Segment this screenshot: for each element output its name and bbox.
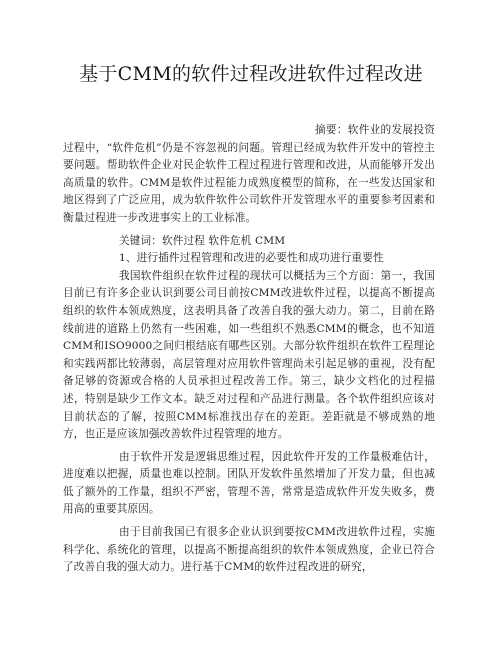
document-title: 基于CMM的软件过程改进软件过程改进: [79, 63, 423, 85]
body-paragraph: 由于软件开发是逻辑思维过程，因此软件开发的工作量极难估计，进度难以把握，质量也难以控制。团队开发软件虽然增加了开发力量，但也减低了额外的工作量，组织不严密，管理不善，常常是造成软件开发失败多，费用高的重要其原因。: [63, 450, 435, 516]
keywords-line: 关键词：软件过程 软件危机 CMM: [119, 234, 286, 247]
body-paragraph: 我国软件组织在软件过程的现状可以概括为三个方面：第一，我国目前已有许多企业认识到要公司目前按CMM改进软件过程，以提高不断提高组织的软件本领成熟度，这表明具备了改善自我的强大动力。第二，目前在路线前进的道路上仍然有一些困难，如一些组织不熟悉CMM的概念，也不知道CMM和ISO9000之间归根结底有哪些区别。大部分软件组织在软件工程理论和实践两都比较薄弱，高层管理对应用软件管理尚未引起足够的重视，没有配备足够的资源或合格的人员承担过程改善工作。第三，缺少文档化的过程描述，特别是缺少工作文本。缺乏对过程和产品进行测量。各个软件组织应该对目前状态的了解，按照CMM标准找出存在的差距。差距就是不够成熟的地方，也正是应该加强改善软件过程管理的地方。: [63, 269, 435, 441]
body-paragraph: 由于目前我国已有很多企业认识到要按CMM改进软件过程，实施科学化、系统化的管理，以提高不断提高组织的软件本领成熟度，企业已符合了改善自我的强大动力。进行基于CMM的软件过程改进的研究，: [63, 526, 435, 574]
abstract-paragraph: 摘要：软件业的发展投资过程中，“软件危机”仍是不容忽视的问题。管理已经成为软件开发中的管控主要问题。帮助软件企业对民企软件工程过程进行管理和改进，从而能够开发出高质量的软件。CMM是软件过程能力成熟度模型的简称，在一些发达国家和地区得到了广泛应用，成为软件软件公司软件开发管理水平的重要参考因素和衡量过程进一步改进事实上的工业标准。: [63, 124, 435, 224]
section-heading: 1、进行插件过程管理和改进的必要性和成功进行重要性: [119, 252, 384, 265]
document-body: [63, 122, 435, 577]
